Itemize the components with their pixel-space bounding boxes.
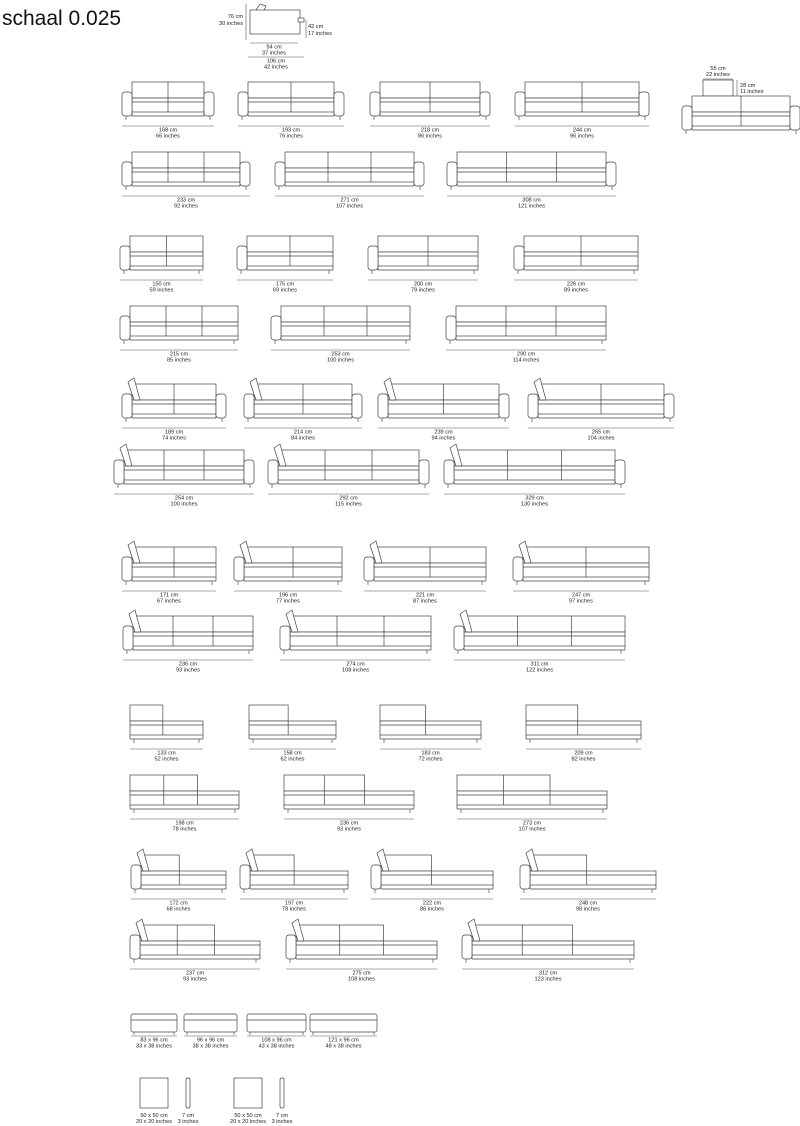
sofa-config bbox=[515, 82, 649, 140]
backrest bbox=[457, 152, 606, 168]
dimension-label-cm: 183 cm bbox=[421, 750, 440, 757]
backrest bbox=[132, 152, 240, 168]
armrest-right bbox=[352, 394, 362, 418]
cushion-side bbox=[186, 1078, 190, 1108]
dimension-label-inches: 59 inches bbox=[149, 287, 174, 294]
dimension-label-cm: 200 cm bbox=[413, 281, 433, 288]
sofa-config bbox=[520, 849, 656, 913]
armrest-left bbox=[528, 394, 538, 418]
sofa-config bbox=[120, 236, 203, 294]
cushion-thickness-cm: 7 cm bbox=[181, 1113, 195, 1119]
height-inches: 30 inches bbox=[219, 21, 243, 27]
dimension-label-inches: 107 inches bbox=[518, 826, 546, 833]
dimension-label-inches: 72 inches bbox=[418, 756, 443, 763]
seat-cushion bbox=[290, 632, 431, 646]
cushion-size-inches: 20 x 20 inches bbox=[135, 1119, 173, 1125]
sofa-config bbox=[462, 919, 634, 983]
dimension-label-cm: 189 cm bbox=[164, 429, 184, 436]
sofa-config bbox=[514, 236, 638, 294]
seat-cushion bbox=[284, 791, 414, 805]
dimension-label-inches: 66 inches bbox=[156, 133, 180, 140]
ottoman-body bbox=[247, 1014, 306, 1032]
seat-cushion bbox=[130, 721, 203, 735]
cushion-thickness-inches: 3 inches bbox=[177, 1119, 199, 1125]
armrest-left bbox=[515, 92, 525, 116]
dimension-label-inches: 122 inches bbox=[525, 667, 554, 674]
seat-cushion bbox=[250, 871, 348, 885]
seat-height-inches: 17 inches bbox=[308, 31, 332, 37]
armrest-left bbox=[114, 460, 124, 484]
dimension-label-cm: 236 cm bbox=[178, 661, 198, 668]
seat-cushion bbox=[285, 168, 414, 182]
seat-cushion bbox=[124, 466, 244, 480]
armrest-left bbox=[240, 865, 250, 889]
dimension-label-inches: 93 inches bbox=[176, 667, 200, 674]
seat-cushion bbox=[141, 871, 226, 885]
dimension-label-cm: 253 cm bbox=[331, 351, 350, 358]
dimension-label-cm: 275 cm bbox=[352, 970, 371, 977]
armrest-right bbox=[615, 460, 625, 484]
seat-height-cm: 42 cm bbox=[308, 24, 324, 30]
backrest bbox=[454, 450, 615, 466]
armrest-right bbox=[334, 92, 344, 116]
cushion-front bbox=[234, 1078, 262, 1108]
sofa-config bbox=[370, 82, 490, 140]
dimension-label-inches: 52 inches bbox=[154, 756, 179, 763]
armrest-left bbox=[268, 460, 278, 484]
dimension-label-cm: 239 cm bbox=[434, 429, 453, 436]
armrest-left bbox=[378, 394, 388, 418]
configuration-row bbox=[130, 775, 607, 833]
armrest-left bbox=[122, 92, 132, 116]
seat-cushion bbox=[457, 168, 606, 182]
configuration-row bbox=[130, 705, 641, 763]
dimension-label-cm: 196 cm bbox=[278, 592, 298, 599]
backrest bbox=[130, 306, 238, 322]
sofa-config bbox=[371, 849, 493, 913]
dimension-label-inches: 115 inches bbox=[335, 501, 362, 508]
armrest-left bbox=[286, 935, 296, 959]
ottoman bbox=[247, 1014, 306, 1050]
dimension-label-cm: 236 cm bbox=[339, 820, 359, 827]
sofa-config bbox=[513, 541, 649, 605]
sofa-config bbox=[271, 306, 410, 364]
dimension-label-inches: 37 inches bbox=[262, 50, 286, 57]
headrest-height-cm: 28 cm bbox=[740, 83, 756, 89]
dimension-label-cm: 106 cm bbox=[266, 58, 286, 65]
configuration-row bbox=[131, 849, 656, 913]
armrest-left bbox=[371, 865, 381, 889]
dimension-label-cm: 215 cm bbox=[169, 351, 189, 358]
sofa-config bbox=[244, 378, 362, 442]
dimension-label-cm: 329 cm bbox=[525, 495, 544, 502]
cushion-size-inches: 20 x 20 inches bbox=[229, 1119, 267, 1125]
dimension-label-cm: 209 cm bbox=[574, 750, 593, 757]
dimension-label-inches: 93 inches bbox=[337, 826, 361, 833]
backrest bbox=[278, 450, 419, 466]
dimension-label-inches: 77 inches bbox=[276, 598, 300, 605]
sofa-config bbox=[275, 152, 424, 210]
sofa-config bbox=[237, 236, 333, 294]
dimension-label-inches: 93 inches bbox=[183, 976, 207, 983]
cushion-size-cm: 50 x 50 cm bbox=[234, 1113, 262, 1119]
dimension-label-inches: 62 inches bbox=[280, 756, 305, 763]
armrest-left bbox=[447, 162, 457, 186]
configuration-row bbox=[122, 82, 649, 140]
dimension-label-inches: 43 x 38 inches bbox=[258, 1043, 295, 1050]
backrest bbox=[456, 306, 606, 322]
dimension-label-inches: 97 inches bbox=[569, 598, 593, 605]
dimension-label-cm: 168 cm bbox=[158, 127, 178, 134]
sofa-config bbox=[280, 610, 431, 674]
armrest-left bbox=[370, 92, 380, 116]
dimension-label-inches: 78 inches bbox=[172, 826, 197, 833]
armrest-left bbox=[122, 557, 132, 581]
armrest-left bbox=[123, 626, 133, 650]
seat-cushion bbox=[281, 322, 410, 336]
dimension-label-inches: 38 x 38 inches bbox=[192, 1043, 229, 1050]
dimension-label-inches: 100 inches bbox=[170, 501, 198, 508]
dimension-label-inches: 42 inches bbox=[264, 64, 288, 71]
backrest bbox=[130, 705, 163, 721]
sofa-config bbox=[454, 610, 625, 674]
seat-cushion bbox=[133, 632, 253, 646]
armrest-left bbox=[446, 316, 456, 340]
height-cm: 76 cm bbox=[227, 14, 243, 20]
dimension-label-cm: 121 x 96 cm bbox=[328, 1037, 359, 1044]
dimension-label-inches: 108 inches bbox=[347, 976, 376, 983]
backrest bbox=[124, 450, 244, 466]
headrest-width-inches: 22 inches bbox=[706, 72, 730, 78]
ottoman bbox=[131, 1014, 177, 1050]
headrest-height-inches: 11 inches bbox=[740, 89, 764, 95]
backrest bbox=[285, 152, 414, 168]
sofa-config bbox=[130, 775, 239, 833]
sofa-config bbox=[130, 919, 260, 983]
armrest-left bbox=[682, 106, 692, 130]
dimension-label-cm: 265 cm bbox=[591, 429, 611, 436]
dimension-label-inches: 130 inches bbox=[520, 501, 549, 508]
backrest bbox=[281, 306, 410, 322]
armrest-right bbox=[639, 92, 649, 116]
headrest-module bbox=[682, 66, 800, 134]
configuration-row bbox=[122, 378, 674, 442]
sofa-config bbox=[122, 152, 250, 210]
dimension-label-inches: 48 x 38 inches bbox=[325, 1043, 362, 1050]
configuration-row bbox=[130, 919, 634, 983]
dimension-label-inches: 92 inches bbox=[174, 203, 198, 210]
seat-cushion bbox=[381, 871, 493, 885]
sofa-config bbox=[380, 705, 481, 763]
armrest-right bbox=[419, 460, 429, 484]
sofa-config bbox=[526, 705, 641, 763]
sofa-config bbox=[528, 378, 674, 442]
cushion bbox=[230, 1078, 293, 1125]
sofa-config bbox=[238, 82, 344, 140]
armrest-right bbox=[414, 162, 424, 186]
armrest-left bbox=[234, 557, 244, 581]
ottoman bbox=[184, 1014, 237, 1050]
armrest-right bbox=[240, 162, 250, 186]
dimension-label-inches: 107 inches bbox=[335, 203, 364, 210]
dimension-label-inches: 94 inches bbox=[431, 435, 456, 442]
dimension-label-inches: 123 inches bbox=[534, 976, 562, 983]
dimension-label-inches: 74 inches bbox=[162, 435, 186, 442]
sofa-config bbox=[286, 919, 437, 983]
seat-cushion bbox=[464, 632, 625, 646]
dimension-label-inches: 96 inches bbox=[570, 133, 594, 140]
sofa-config bbox=[268, 444, 429, 508]
backrest bbox=[290, 616, 431, 632]
dimension-label-cm: 248 cm bbox=[578, 900, 598, 907]
backrest bbox=[133, 616, 253, 632]
dimension-label-inches: 88 inches bbox=[420, 906, 444, 913]
armrest-right bbox=[499, 394, 509, 418]
headrest-width-cm: 55 cm bbox=[710, 66, 726, 72]
configuration-row bbox=[120, 236, 638, 294]
dimension-label-cm: 150 cm bbox=[152, 281, 171, 288]
sofa-config bbox=[122, 378, 226, 442]
dimension-label-cm: 133 cm bbox=[157, 750, 176, 757]
configuration-row bbox=[122, 541, 649, 605]
dimension-label-cm: 94 cm bbox=[266, 44, 282, 51]
backrest bbox=[380, 705, 425, 721]
cushion-row bbox=[136, 1078, 293, 1125]
seat-cushion bbox=[130, 322, 238, 336]
dimension-label-inches: 82 inches bbox=[571, 756, 596, 763]
dimension-label-cm: 198 cm bbox=[175, 820, 194, 827]
side-knob bbox=[298, 18, 304, 22]
sofa-config bbox=[114, 444, 254, 508]
sofa-config bbox=[446, 306, 606, 364]
armrest-left bbox=[275, 162, 285, 186]
dimension-label-cm: 244 cm bbox=[572, 127, 592, 134]
dimension-label-cm: 271 cm bbox=[340, 197, 359, 204]
sofa-config bbox=[284, 775, 414, 833]
armrest-left bbox=[368, 246, 378, 270]
armrest-left bbox=[244, 394, 254, 418]
dimension-label-inches: 67 inches bbox=[157, 598, 181, 605]
armrest-right bbox=[204, 92, 214, 116]
dimension-label-cm: 237 cm bbox=[185, 970, 205, 977]
backrest bbox=[530, 855, 587, 871]
side-view bbox=[219, 4, 332, 71]
configuration-row bbox=[114, 444, 625, 508]
dimension-label-cm: 83 x 96 cm bbox=[140, 1037, 168, 1044]
armrest-left bbox=[271, 316, 281, 340]
sofa-config bbox=[131, 849, 226, 913]
armrest-left bbox=[280, 626, 290, 650]
armrest-right bbox=[790, 106, 800, 130]
dimension-label-cm: 312 cm bbox=[538, 970, 558, 977]
dimension-label-cm: 172 cm bbox=[169, 900, 188, 907]
configuration-row bbox=[123, 610, 625, 674]
dimension-label-cm: 311 cm bbox=[530, 661, 549, 668]
dimension-label-inches: 86 inches bbox=[418, 133, 442, 140]
dimension-label-cm: 218 cm bbox=[420, 127, 440, 134]
dimension-label-inches: 87 inches bbox=[413, 598, 437, 605]
seat-cushion bbox=[457, 791, 607, 805]
dimension-label-inches: 121 inches bbox=[517, 203, 546, 210]
dimension-label-cm: 222 cm bbox=[422, 900, 442, 907]
seat-cushion bbox=[380, 721, 481, 735]
sofa-config bbox=[122, 82, 214, 140]
dimension-label-inches: 79 inches bbox=[411, 287, 435, 294]
dimension-label-inches: 85 inches bbox=[167, 357, 191, 364]
cushion-side bbox=[280, 1078, 284, 1108]
armrest-left bbox=[237, 246, 247, 270]
configuration-row bbox=[122, 152, 616, 210]
sofa-config bbox=[234, 541, 342, 605]
dimension-label-cm: 290 cm bbox=[516, 351, 536, 358]
configuration-row bbox=[120, 306, 606, 364]
sofa-config bbox=[240, 849, 348, 913]
armrest-right bbox=[244, 460, 254, 484]
dimension-label-cm: 175 cm bbox=[275, 281, 295, 288]
dimension-label-cm: 308 cm bbox=[522, 197, 541, 204]
armrest-left bbox=[122, 162, 132, 186]
dimension-label-inches: 33 x 38 inches bbox=[135, 1043, 173, 1050]
cushion-size-cm: 50 x 50 cm bbox=[140, 1113, 168, 1119]
dimension-label-cm: 273 cm bbox=[522, 820, 542, 827]
sofa-config bbox=[120, 306, 238, 364]
seat-cushion bbox=[472, 941, 634, 955]
armrest-left bbox=[364, 557, 374, 581]
seat-cushion bbox=[456, 322, 606, 336]
side-headrest bbox=[256, 4, 266, 10]
ottoman-row bbox=[131, 1014, 377, 1050]
seat-cushion bbox=[530, 871, 656, 885]
seat-cushion bbox=[140, 941, 260, 955]
backrest bbox=[526, 705, 578, 721]
sofa-config bbox=[130, 705, 203, 763]
ottoman-body bbox=[184, 1014, 237, 1032]
dimension-label-cm: 233 cm bbox=[176, 197, 196, 204]
armrest-left bbox=[130, 935, 140, 959]
armrest-left bbox=[131, 865, 141, 889]
seat-cushion bbox=[454, 466, 615, 480]
seat-cushion bbox=[296, 941, 437, 955]
armrest-left bbox=[520, 865, 530, 889]
dimension-label-cm: 158 cm bbox=[283, 750, 302, 757]
dimension-label-cm: 193 cm bbox=[281, 127, 301, 134]
cushion bbox=[136, 1078, 199, 1125]
dimension-label-inches: 104 inches bbox=[587, 435, 615, 442]
cushion-front bbox=[140, 1078, 168, 1108]
ottoman-body bbox=[131, 1014, 177, 1032]
dimension-label-inches: 76 inches bbox=[279, 133, 303, 140]
dimension-label-inches: 89 inches bbox=[564, 287, 588, 294]
armrest-left bbox=[454, 626, 464, 650]
dimension-label-cm: 197 cm bbox=[284, 900, 304, 907]
dimension-label-inches: 68 inches bbox=[166, 906, 191, 913]
armrest-left bbox=[120, 316, 130, 340]
sofa-config bbox=[364, 541, 486, 605]
sofa-config bbox=[368, 236, 478, 294]
dimension-label-inches: 84 inches bbox=[291, 435, 315, 442]
headrest-block bbox=[703, 80, 733, 96]
ottoman-body bbox=[310, 1014, 377, 1032]
armrest-left bbox=[238, 92, 248, 116]
sofa-config bbox=[447, 152, 616, 210]
dimension-label-cm: 226 cm bbox=[566, 281, 586, 288]
dimension-label-cm: 247 cm bbox=[571, 592, 591, 599]
armrest-left bbox=[444, 460, 454, 484]
dimension-label-cm: 292 cm bbox=[339, 495, 358, 502]
armrest-right bbox=[216, 394, 226, 418]
seat-cushion bbox=[249, 721, 336, 735]
dimension-label-cm: 254 cm bbox=[174, 495, 194, 502]
dimension-label-inches: 108 inches bbox=[341, 667, 370, 674]
sofa-config bbox=[457, 775, 607, 833]
ottoman bbox=[310, 1014, 377, 1050]
seat-cushion bbox=[130, 791, 239, 805]
armrest-left bbox=[122, 394, 132, 418]
sofa-config bbox=[122, 541, 216, 605]
armrest-left bbox=[120, 246, 130, 270]
side-profile bbox=[250, 10, 300, 34]
dimension-label-inches: 69 inches bbox=[273, 287, 297, 294]
armrest-left bbox=[462, 935, 472, 959]
backrest bbox=[464, 616, 625, 632]
sofa-config bbox=[444, 444, 625, 508]
dimension-label-cm: 171 cm bbox=[159, 592, 179, 599]
armrest-left bbox=[514, 246, 524, 270]
sofa-configurations bbox=[114, 82, 674, 983]
dimension-label-inches: 98 inches bbox=[576, 906, 600, 913]
dimension-label-cm: 108 x 96 cm bbox=[261, 1037, 292, 1044]
armrest-right bbox=[480, 92, 490, 116]
armrest-right bbox=[606, 162, 616, 186]
sofa-config bbox=[249, 705, 336, 763]
armrest-left bbox=[513, 557, 523, 581]
dimension-label-inches: 114 inches bbox=[512, 357, 540, 364]
dimension-label-cm: 96 x 96 cm bbox=[196, 1037, 225, 1044]
cushion-thickness-inches: 3 inches bbox=[271, 1119, 293, 1125]
armrest-right bbox=[664, 394, 674, 418]
sofa-config bbox=[378, 378, 509, 442]
dimension-label-cm: 214 cm bbox=[293, 429, 313, 436]
dimension-label-inches: 100 inches bbox=[326, 357, 355, 364]
sofa-config bbox=[123, 610, 253, 674]
page-title: schaal 0.025 bbox=[2, 7, 122, 30]
seat-cushion bbox=[132, 168, 240, 182]
dimension-label-inches: 78 inches bbox=[282, 906, 306, 913]
dimension-label-cm: 221 cm bbox=[415, 592, 435, 599]
cushion-thickness-cm: 7 cm bbox=[275, 1113, 289, 1119]
seat-cushion bbox=[526, 721, 641, 735]
backrest bbox=[249, 705, 288, 721]
dimension-label-cm: 274 cm bbox=[346, 661, 365, 668]
seat-cushion bbox=[278, 466, 419, 480]
